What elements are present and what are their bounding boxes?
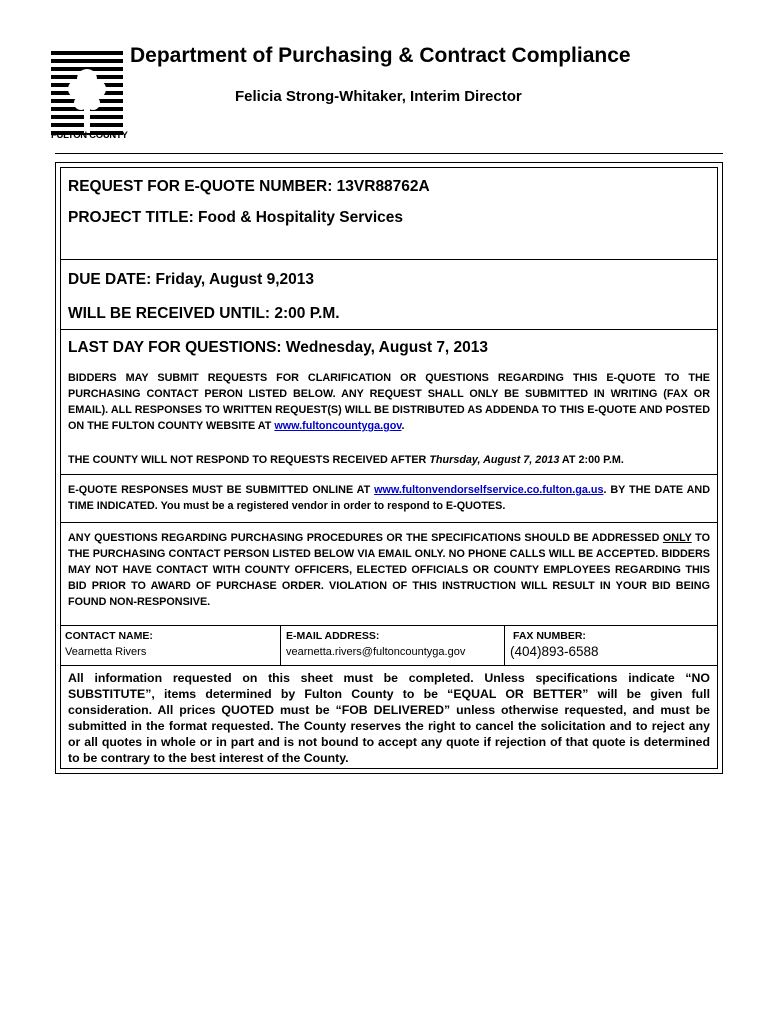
vendor-self-service-link[interactable]: www.fultonvendorselfservice.co.fulton.ga.us: [374, 484, 604, 496]
received-until: WILL BE RECEIVED UNTIL: 2:00 P.M.: [68, 305, 340, 322]
director-name: Felicia Strong-Whitaker, Interim Director: [235, 88, 522, 105]
section-divider: [61, 625, 717, 626]
only-emphasis: ONLY: [662, 532, 692, 544]
submission-text-after: . BY THE DATE AND TIME INDICATED. You must be a registered vendor in order to respond to E-QUOTES.: [68, 484, 710, 512]
submission-paragraph: [68, 482, 710, 514]
fax-value: (404)893-6588: [510, 644, 599, 659]
questions-notice: [68, 530, 710, 610]
no-response-date: Thursday, August 7, 2013: [429, 454, 560, 466]
clarification-paragraph: [68, 370, 710, 434]
quote-form-frame: [55, 162, 723, 774]
logo-caption: FULTON COUNTY: [51, 130, 128, 141]
terms-paragraph: All information requested on this sheet must be completed. Unless specifications indicate “NO SUBSTITUTE”, items determined by Fulton County to be “EQUAL OR BETTER” will be given full consideration. All prices QUOTED must be “FOB DELIVERED” unless otherwise requested, and must be submitted in the format requested. The County reserves the right to cancel the solicitation and to reject any or all quotes in whole or in part and is not bound to accept any quote if rejection of that quote is determined to be contrary to the best interest of the County.: [68, 671, 710, 765]
project-title: PROJECT TITLE: Food & Hospitality Services: [68, 209, 404, 226]
questions-text-after: TO THE PURCHASING CONTACT PERSON LISTED BELOW VIA EMAIL ONLY. NO PHONE CALLS WILL BE ACCEPTED. BIDDERS MAY NOT HAVE CONTACT WITH COUNTY OFFICERS, ELECTED OFFICIALS OR COUNTY EMPLOYEES REGARDING THIS BID PRIOR TO AWARD OF PURCHASE ORDER. VIOLATION OF THIS INSTRUCTION WILL RESULT IN YOUR BID BEING FOUND NON-RESPONSIVE.: [68, 532, 710, 608]
email-value: vearnetta.rivers@fultoncountyga.gov: [286, 646, 466, 658]
column-divider: [504, 625, 505, 665]
submission-text: E-QUOTE RESPONSES MUST BE SUBMITTED ONLINE AT: [68, 484, 375, 496]
section-divider: [61, 259, 717, 260]
quote-number: REQUEST FOR E-QUOTE NUMBER: 13VR88762A: [68, 178, 430, 195]
section-divider: [61, 665, 717, 666]
section-divider: [61, 329, 717, 330]
no-response-prefix: THE COUNTY WILL NOT RESPOND TO REQUESTS RECEIVED AFTER: [68, 454, 430, 466]
no-response-notice: [68, 452, 710, 468]
fax-label: FAX NUMBER:: [513, 630, 586, 642]
county-website-link[interactable]: www.fultoncountyga.gov: [274, 420, 402, 432]
quote-form-inner: [60, 167, 718, 769]
section-divider: [61, 474, 717, 475]
questions-text: ANY QUESTIONS REGARDING PURCHASING PROCEDURES OR THE SPECIFICATIONS SHOULD BE ADDRESSED: [68, 532, 663, 544]
due-date: DUE DATE: Friday, August 9,2013: [68, 271, 315, 288]
email-label: E-MAIL ADDRESS:: [286, 630, 380, 642]
contact-name-value: Vearnetta Rivers: [65, 646, 147, 658]
last-day-for-questions: LAST DAY FOR QUESTIONS: Wednesday, August 7, 2013: [68, 339, 489, 356]
contact-name-label: CONTACT NAME:: [65, 630, 153, 642]
clarification-period: .: [401, 420, 405, 432]
department-title: Department of Purchasing & Contract Compliance: [130, 44, 631, 67]
header-divider: [55, 153, 723, 154]
section-divider: [61, 522, 717, 523]
column-divider: [280, 625, 281, 665]
clarification-text: BIDDERS MAY SUBMIT REQUESTS FOR CLARIFICATION OR QUESTIONS REGARDING THIS E-QUOTE TO THE PURCHASING CONTACT PERON LISTED BELOW. ANY REQUEST SHALL ONLY BE SUBMITTED IN WRITING (FAX OR EMAIL). ALL RESPONSES TO WRITTEN REQUEST(S) WILL BE DISTRIBUTED AS ADDENDA TO THIS E-QUOTE AND POSTED ON THE FULTON COUNTY WEBSITE AT: [68, 372, 710, 432]
no-response-suffix: AT 2:00 P.M.: [559, 454, 624, 466]
